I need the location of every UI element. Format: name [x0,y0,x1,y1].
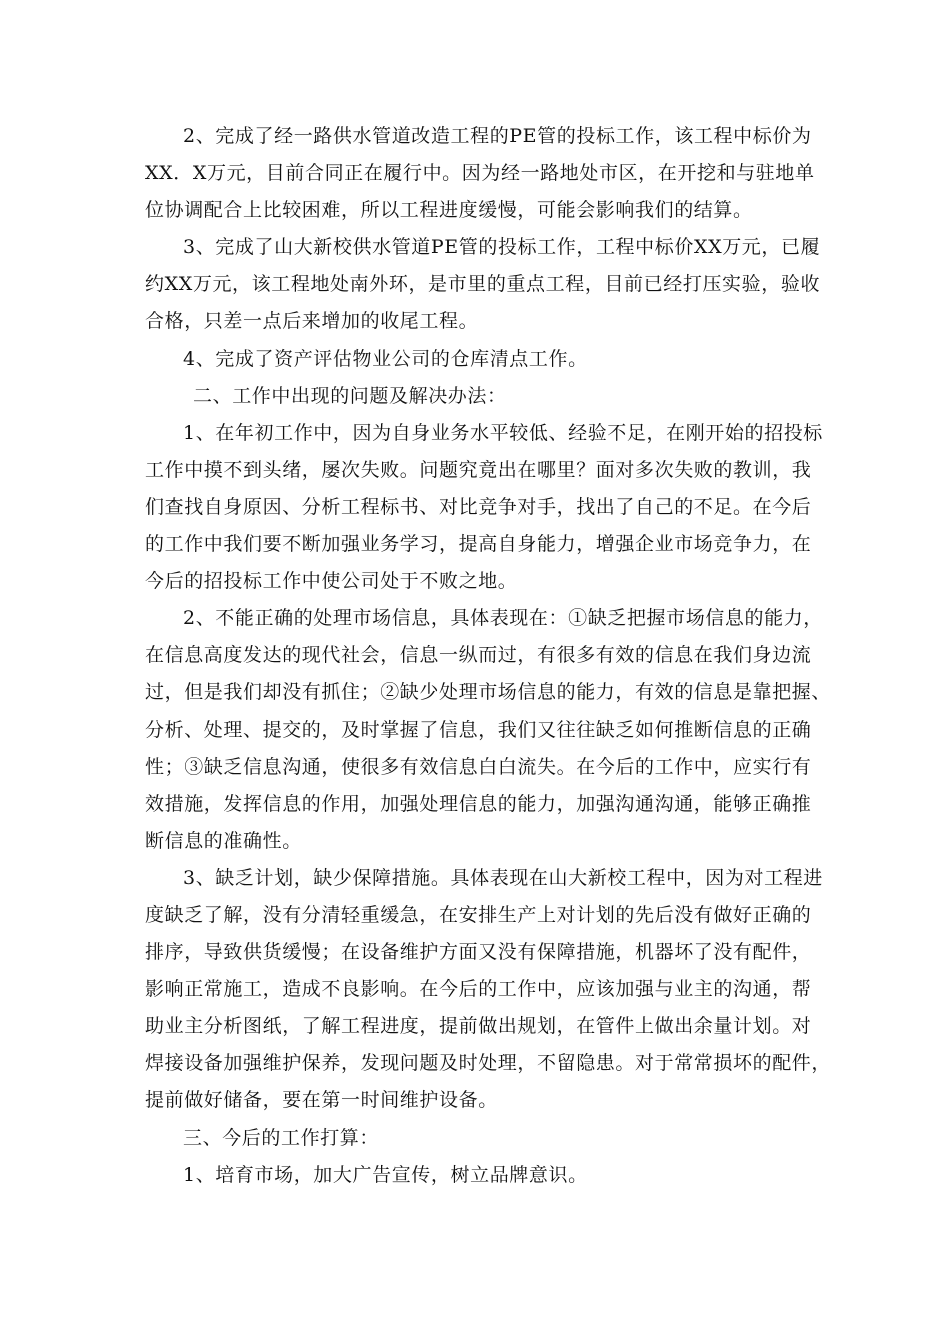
text-line: 度缺乏了解，没有分清轻重缓急，在安排生产上对计划的先后没有做好正确的 [145,903,812,926]
text-line: 效措施，发挥信息的作用，加强处理信息的能力，加强沟通沟通，能够正确推 [145,792,812,815]
text-line: 性；③缺乏信息沟通，使很多有效信息白白流失。在今后的工作中，应实行有 [145,755,812,778]
text-line: 们查找自身原因、分析工程标书、对比竞争对手，找出了自己的不足。在今后 [145,495,812,518]
text-line: 2、不能正确的处理市场信息，具体表现在：①缺乏把握市场信息的能力， [183,607,823,630]
text-line: 的工作中我们要不断加强业务学习，提高自身能力，增强企业市场竞争力，在 [145,533,812,556]
text-line: 过，但是我们却没有抓住；②缺少处理市场信息的能力，有效的信息是靠把握、 [145,681,832,704]
text-line: 排序，导致供货缓慢；在设备维护方面又没有保障措施，机器坏了没有配件， [145,941,812,964]
text-line: XX．X万元，目前合同正在履行中。因为经一路地处市区，在开挖和与驻地单 [145,162,815,185]
text-line: 4、完成了资产评估物业公司的仓库清点工作。 [183,347,588,370]
text-line: 约XX万元，该工程地处南外环，是市里的重点工程，目前已经打压实验，验收 [145,273,821,296]
text-line: 工作中摸不到头绪，屡次失败。问题究竟出在哪里？面对多次失败的教训，我 [145,458,812,481]
text-line: 合格，只差一点后来增加的收尾工程。 [145,310,479,333]
text-line: 助业主分析图纸，了解工程进度，提前做出规划，在管件上做出余量计划。对 [145,1015,812,1038]
text-line: 1、培育市场，加大广告宣传，树立品牌意识。 [183,1163,588,1186]
text-line: 2、完成了经一路供水管道改造工程的PE管的投标工作，该工程中标价为 [183,125,812,147]
document-body [145,118,832,1194]
text-line: 断信息的准确性。 [145,829,302,852]
text-line: 1、在年初工作中，因为自身业务水平较低、经验不足，在刚开始的招投标 [183,421,823,444]
text-line: 位协调配合上比较困难，所以工程进度缓慢，可能会影响我们的结算。 [145,199,753,222]
text-line: 分析、处理、提交的，及时掌握了信息，我们又往往缺乏如何推断信息的正确 [145,718,812,741]
text-line: 焊接设备加强维护保养，发现问题及时处理，不留隐患。对于常常损坏的配件， [145,1052,832,1075]
text-line: 影响正常施工，造成不良影响。在今后的工作中，应该加强与业主的沟通，帮 [145,978,812,1001]
text-line: 3、完成了山大新校供水管道PE管的投标工作，工程中标价XX万元，已履 [183,236,821,259]
text-line: 提前做好储备，要在第一时间维护设备。 [145,1089,498,1112]
text-line: 在信息高度发达的现代社会，信息一纵而过，有很多有效的信息在我们身边流 [145,644,812,667]
text-line: 三、今后的工作打算： [183,1126,380,1149]
text-line: 3、缺乏计划，缺少保障措施。具体表现在山大新校工程中，因为对工程进 [183,866,823,889]
text-line: 今后的招投标工作中使公司处于不败之地。 [145,570,518,593]
text-line: 二、工作中出现的问题及解决办法： [193,384,507,407]
